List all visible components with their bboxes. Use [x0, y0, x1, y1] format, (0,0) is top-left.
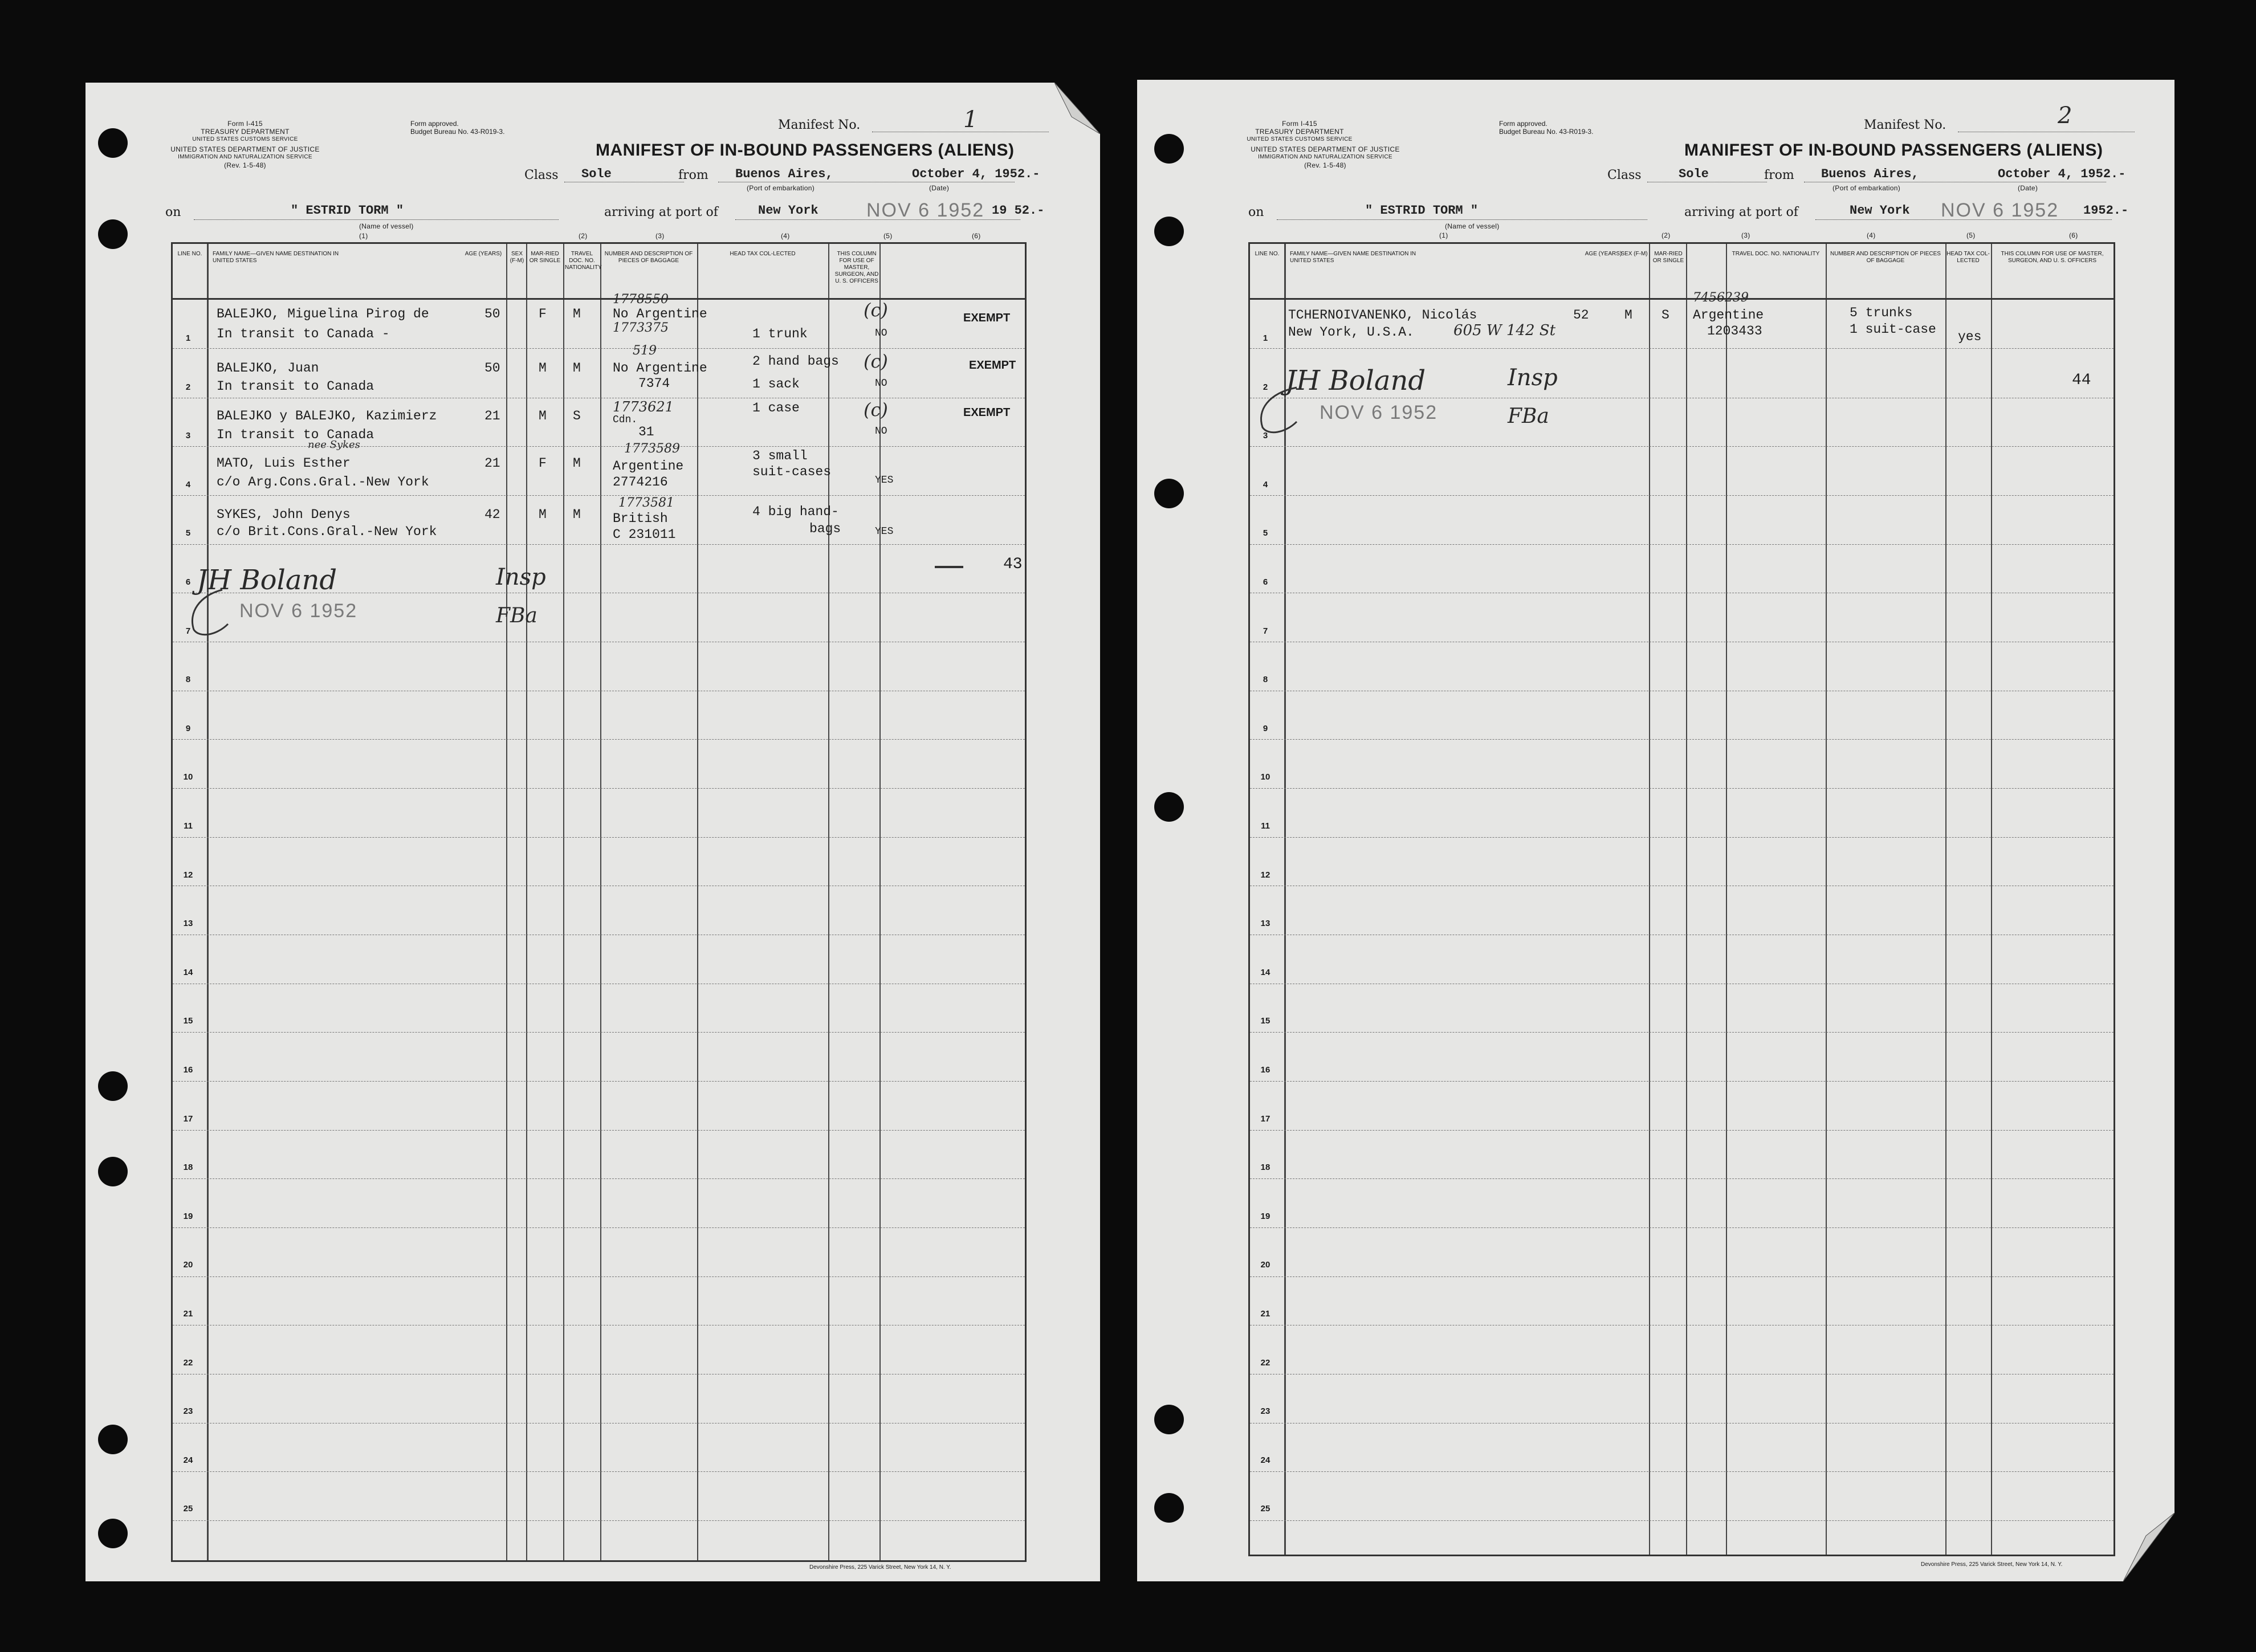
line-number: 21	[183, 1309, 193, 1319]
justice-department: UNITED STATES DEPARTMENT OF JUSTICE	[170, 145, 320, 153]
line-number: 19	[1260, 1211, 1270, 1221]
col-number: (4)	[781, 232, 790, 240]
manifest-page-1	[85, 83, 1100, 1581]
passenger-destination: In transit to Canada	[217, 379, 374, 394]
passenger-marital: S	[1662, 308, 1669, 323]
col-number: (1)	[1439, 231, 1448, 239]
passenger-age: 21	[484, 456, 500, 471]
travel-doc-number: 1773621	[613, 399, 674, 415]
line-number: 4	[1263, 479, 1268, 490]
line-number: 13	[1260, 919, 1270, 929]
line-number: 25	[1260, 1504, 1270, 1514]
line-number: 10	[1260, 772, 1270, 782]
head-tax: NO	[875, 426, 887, 437]
baggage: 3 small	[752, 448, 808, 463]
line-number: 19	[183, 1211, 193, 1221]
line-number: 5	[185, 528, 191, 539]
col-number: (6)	[972, 232, 981, 240]
line-number: 3	[185, 431, 191, 441]
folded-corner	[2123, 1513, 2174, 1581]
line-number: 12	[1260, 870, 1270, 880]
line-number: 3	[1263, 431, 1268, 441]
line-number: 6	[1263, 577, 1268, 587]
line-number: 23	[1260, 1406, 1270, 1417]
head-tax: NO	[875, 378, 887, 389]
column-header-marital: MAR-RIED OR SINGLE	[529, 251, 561, 264]
punch-hole	[98, 1425, 128, 1454]
baggage: 1 suit-case	[1850, 322, 1936, 337]
passenger-marital: M	[573, 361, 581, 376]
passenger-nationality: British	[613, 511, 668, 526]
passenger-marital: M	[573, 307, 581, 321]
line-number: 23	[183, 1406, 193, 1417]
baggage: 5 trunks	[1850, 305, 1913, 320]
passenger-sex: M	[539, 507, 547, 522]
vessel-caption: (Name of vessel)	[359, 222, 414, 230]
passenger-age: 21	[484, 409, 500, 423]
passenger-name: BALEJKO, Juan	[217, 361, 319, 376]
head-tax: yes	[1958, 329, 1982, 344]
date-caption: (Date)	[2018, 184, 2038, 192]
embarkation-port: Buenos Aires,	[735, 167, 833, 181]
col-number: (3)	[1741, 231, 1750, 239]
col-number: (2)	[1662, 231, 1671, 239]
punch-hole	[98, 1157, 128, 1186]
vessel-caption: (Name of vessel)	[1445, 222, 1500, 230]
travel-doc-number-2: 1203433	[1707, 324, 1762, 338]
passenger-marital: S	[573, 409, 581, 423]
manifest-page-2	[1137, 80, 2174, 1581]
passenger-name: TCHERNOIVANENKO, Nicolás	[1288, 308, 1477, 323]
baggage: 1 case	[752, 401, 800, 415]
travel-doc-number-2: 1773375	[613, 321, 669, 335]
passenger-name: MATO, Luis Esther	[217, 456, 351, 471]
baggage: 2 hand bags	[752, 354, 839, 369]
signature-flourish	[182, 584, 251, 641]
port-embarkation-caption: (Port of embarkation)	[1833, 184, 1901, 192]
column-header-officers: THIS COLUMN FOR USE OF MASTER, SURGEON, AND U. S. OFFICERS	[834, 251, 879, 284]
line-number: 13	[183, 919, 193, 929]
arriving-label: arriving at port of	[604, 205, 718, 219]
passenger-name: BALEJKO y BALEJKO, Kazimierz	[217, 409, 437, 423]
line-number: 25	[183, 1504, 193, 1514]
travel-doc-number-2: 2774216	[613, 475, 668, 490]
column-header-name: FAMILY NAME—GIVEN NAME DESTINATION IN UNITED STATES	[1290, 251, 1416, 264]
col-number: (6)	[2069, 231, 2078, 239]
inspector-signature: JH Boland	[197, 564, 337, 596]
line-number: 20	[1260, 1260, 1270, 1270]
travel-doc-number: 519	[633, 344, 657, 358]
printer-footer: Devonshire Press, 225 Varick Street, New York 14, N. Y.	[809, 1564, 951, 1571]
punch-hole	[98, 1519, 128, 1548]
embarkation-port: Buenos Aires,	[1821, 167, 1919, 181]
column-header-baggage: NUMBER AND DESCRIPTION OF PIECES OF BAGGAGE	[604, 251, 693, 264]
inspector-signature: JH Boland	[1285, 365, 1426, 397]
passenger-sex: M	[539, 361, 547, 376]
punch-hole	[1154, 479, 1184, 508]
from-label: from	[1764, 168, 1794, 182]
form-approved: Form approved.	[1499, 120, 1548, 128]
manifest-title: MANIFEST OF IN-BOUND PASSENGERS (ALIENS)	[1684, 141, 2103, 160]
passenger-sex: F	[539, 456, 547, 471]
line-number: 20	[183, 1260, 193, 1270]
passenger-sex: M	[539, 409, 547, 423]
folded-corner	[1054, 83, 1100, 134]
vessel-name: " ESTRID TORM "	[291, 203, 404, 218]
line-number: 5	[1263, 528, 1268, 539]
class-label: Class	[1607, 168, 1642, 182]
travel-doc-number: 1773589	[624, 442, 680, 456]
passenger-age: 52	[1573, 308, 1589, 323]
class-value: Sole	[1679, 167, 1709, 181]
destination-address: 605 W 142 St	[1453, 322, 1556, 339]
arrival-year: 1952.-	[2083, 203, 2129, 218]
inspector-title: Insp	[496, 564, 546, 590]
name-annotation: nee Sykes	[308, 439, 360, 451]
form-number: Form I-415	[227, 120, 263, 128]
on-label: on	[1248, 205, 1264, 219]
line-number: 18	[1260, 1162, 1270, 1173]
passenger-marital: M	[573, 456, 581, 471]
punch-hole	[98, 1071, 128, 1101]
line-number: 22	[183, 1357, 193, 1368]
treasury-department: TREASURY DEPARTMENT	[1255, 128, 1344, 136]
arrival-year: 19 52.-	[992, 203, 1045, 218]
line-number: 21	[1260, 1309, 1270, 1319]
line-number: 8	[185, 675, 191, 685]
head-tax: YES	[875, 526, 894, 537]
line-number: 1	[185, 333, 191, 343]
departure-date: October 4, 1952.-	[912, 167, 1040, 181]
line-number: 24	[1260, 1455, 1270, 1465]
baggage: 1 trunk	[752, 327, 808, 341]
passenger-destination: c/o Arg.Cons.Gral.-New York	[217, 475, 429, 490]
manifest-label: Manifest No.	[778, 118, 861, 132]
col-number: (3)	[655, 232, 665, 240]
line-number: 9	[1263, 723, 1268, 733]
line-number: 6	[185, 577, 191, 587]
passenger-nationality: No Argentine	[613, 361, 707, 376]
column-header-line: LINE NO.	[1255, 251, 1280, 257]
form-approved: Form approved.	[410, 120, 459, 128]
arrival-date-stamp: NOV 6 1952	[1941, 199, 2059, 221]
line-number: 11	[184, 821, 193, 831]
travel-doc-number-2: 31	[638, 425, 654, 439]
vessel-name: " ESTRID TORM "	[1365, 203, 1479, 218]
baggage: bags	[809, 521, 841, 536]
punch-hole	[98, 219, 128, 249]
passenger-age: 50	[484, 307, 500, 321]
form-revision: (Rev. 1-5-48)	[1304, 161, 1346, 169]
travel-doc-number: 7456239	[1693, 291, 1749, 305]
manifest-table	[1248, 242, 2115, 1556]
head-tax: YES	[875, 475, 894, 486]
port-embarkation-caption: (Port of embarkation)	[747, 184, 815, 192]
budget-bureau: Budget Bureau No. 43-R019-3.	[410, 128, 505, 136]
line-number: 8	[1263, 675, 1268, 685]
baggage: 1 sack	[752, 377, 800, 391]
total-count: 43	[1003, 556, 1023, 573]
passenger-sex: M	[1624, 308, 1632, 323]
passenger-name: BALEJKO, Miguelina Pirog de	[217, 307, 429, 321]
manifest-label: Manifest No.	[1864, 118, 1946, 132]
immigration-service: IMMIGRATION AND NATURALIZATION SERVICE	[178, 154, 312, 160]
budget-bureau: Budget Bureau No. 43-R019-3.	[1499, 128, 1594, 136]
line-number: 9	[185, 723, 191, 733]
punch-hole	[1154, 1493, 1184, 1523]
customs-service: UNITED STATES CUSTOMS SERVICE	[1247, 136, 1353, 142]
passenger-age: 42	[484, 507, 500, 522]
line-number: 16	[1260, 1065, 1270, 1075]
column-header-sex: SEX (F-M)	[1620, 251, 1648, 257]
punch-hole	[1154, 217, 1184, 246]
arrival-date-stamp: NOV 6 1952	[866, 199, 985, 221]
line-number: 1	[1263, 333, 1268, 343]
line-number: 2	[1263, 382, 1268, 392]
departure-date: October 4, 1952.-	[1998, 167, 2126, 181]
line-number: 14	[183, 967, 193, 977]
column-header-baggage: NUMBER AND DESCRIPTION OF PIECES OF BAGGAGE	[1830, 251, 1941, 264]
column-header-age: AGE (YEARS)	[1585, 251, 1622, 257]
arriving-label: arriving at port of	[1684, 205, 1798, 219]
passenger-age: 50	[484, 361, 500, 376]
inspector-initials: FBa	[496, 604, 537, 627]
line-number: 7	[185, 626, 191, 636]
line-number: 17	[1260, 1113, 1270, 1124]
exempt-stamp: EXEMPT	[963, 312, 1011, 324]
line-number: 10	[183, 772, 193, 782]
line-number: 18	[183, 1162, 193, 1173]
punch-hole	[98, 128, 128, 158]
travel-doc-number: 1778550	[613, 292, 669, 307]
column-header-age: AGE (YEARS)	[465, 251, 502, 257]
head-tax-mark: (c)	[864, 350, 888, 372]
line-number: 24	[183, 1455, 193, 1465]
on-label: on	[165, 205, 181, 219]
column-header-sex: SEX (F-M)	[510, 251, 524, 264]
passenger-destination: In transit to Canada	[217, 427, 374, 442]
travel-doc-number-2: C 231011	[613, 527, 676, 542]
form-revision: (Rev. 1-5-48)	[224, 161, 266, 169]
customs-service: UNITED STATES CUSTOMS SERVICE	[192, 136, 298, 142]
column-header-line: LINE NO.	[177, 251, 202, 257]
line-number: 2	[185, 382, 191, 392]
passenger-nationality: Argentine	[1693, 308, 1764, 323]
justice-department: UNITED STATES DEPARTMENT OF JUSTICE	[1251, 145, 1400, 153]
exempt-stamp: EXEMPT	[963, 406, 1011, 419]
col-number: (5)	[883, 232, 893, 240]
head-tax-mark: (c)	[864, 299, 888, 321]
travel-doc-number-2: 7374	[638, 376, 670, 391]
exempt-stamp: EXEMPT	[969, 359, 1016, 372]
column-header-head-tax: HEAD TAX COL-LECTED	[730, 251, 796, 257]
head-tax: NO	[875, 328, 887, 339]
class-value: Sole	[581, 167, 612, 181]
manifest-number: 1	[963, 107, 978, 133]
column-header-marital: MAR-RIED OR SINGLE	[1652, 251, 1684, 264]
inspection-date-stamp: NOV 6 1952	[239, 600, 358, 622]
passenger-name: SYKES, John Denys	[217, 507, 351, 522]
col-number: (5)	[1966, 231, 1976, 239]
passenger-marital: M	[573, 507, 581, 522]
line-number: 15	[183, 1016, 193, 1026]
line-number: 22	[1260, 1357, 1270, 1368]
line-number: 15	[1260, 1016, 1270, 1026]
column-header-travel-doc: TRAVEL DOC. NO. NATIONALITY	[1732, 251, 1820, 257]
passenger-nationality: Argentine	[613, 459, 684, 474]
passenger-sex: F	[539, 307, 547, 321]
column-header-officers: THIS COLUMN FOR USE OF MASTER, SURGEON, AND U. S. OFFICERS	[2001, 251, 2104, 264]
manifest-number: 2	[2058, 103, 2072, 129]
line-number: 16	[183, 1065, 193, 1075]
column-header-name: FAMILY NAME—GIVEN NAME DESTINATION IN UNITED STATES	[213, 251, 339, 264]
form-number: Form I-415	[1282, 120, 1317, 128]
printer-footer: Devonshire Press, 225 Varick Street, New York 14, N. Y.	[1921, 1561, 2063, 1568]
passenger-destination: c/o Brit.Cons.Gral.-New York	[217, 524, 437, 539]
line-number: 7	[1263, 626, 1268, 636]
inspector-initials: FBa	[1508, 405, 1549, 428]
baggage: suit-cases	[752, 464, 832, 479]
tally-mark	[935, 566, 963, 568]
passenger-nationality: Cdn.	[613, 414, 638, 426]
col-number: (1)	[359, 232, 368, 240]
line-number: 11	[1261, 821, 1270, 831]
passenger-nationality: No Argentine	[613, 307, 707, 321]
column-header-travel-doc: TRAVEL DOC. NO. NATIONALITY	[565, 251, 602, 271]
line-number: 12	[183, 870, 193, 880]
signature-flourish	[1251, 382, 1320, 439]
baggage: 4 big hand-	[752, 504, 839, 519]
from-label: from	[678, 168, 708, 182]
manifest-title: MANIFEST OF IN-BOUND PASSENGERS (ALIENS)	[596, 141, 1015, 160]
arrival-port: New York	[758, 203, 818, 218]
col-number: (2)	[579, 232, 588, 240]
class-label: Class	[524, 168, 559, 182]
col-number: (4)	[1867, 231, 1876, 239]
passenger-destination: In transit to Canada -	[217, 327, 390, 341]
treasury-department: TREASURY DEPARTMENT	[201, 128, 290, 136]
travel-doc-number: 1773581	[618, 496, 674, 510]
punch-hole	[1154, 792, 1184, 822]
punch-hole	[1154, 134, 1184, 164]
punch-hole	[1154, 1405, 1184, 1434]
head-tax-mark: (c)	[864, 399, 888, 421]
inspector-title: Insp	[1508, 365, 1558, 391]
line-number: 17	[183, 1113, 193, 1124]
total-count: 44	[2072, 372, 2091, 389]
date-caption: (Date)	[929, 184, 950, 192]
line-number: 14	[1260, 967, 1270, 977]
arrival-port: New York	[1850, 203, 1910, 218]
passenger-destination: New York, U.S.A.	[1288, 325, 1414, 340]
immigration-service: IMMIGRATION AND NATURALIZATION SERVICE	[1258, 154, 1392, 160]
inspection-date-stamp: NOV 6 1952	[1320, 402, 1438, 423]
line-number: 4	[185, 479, 191, 490]
column-header-head-tax: HEAD TAX COL-LECTED	[1946, 251, 1990, 264]
